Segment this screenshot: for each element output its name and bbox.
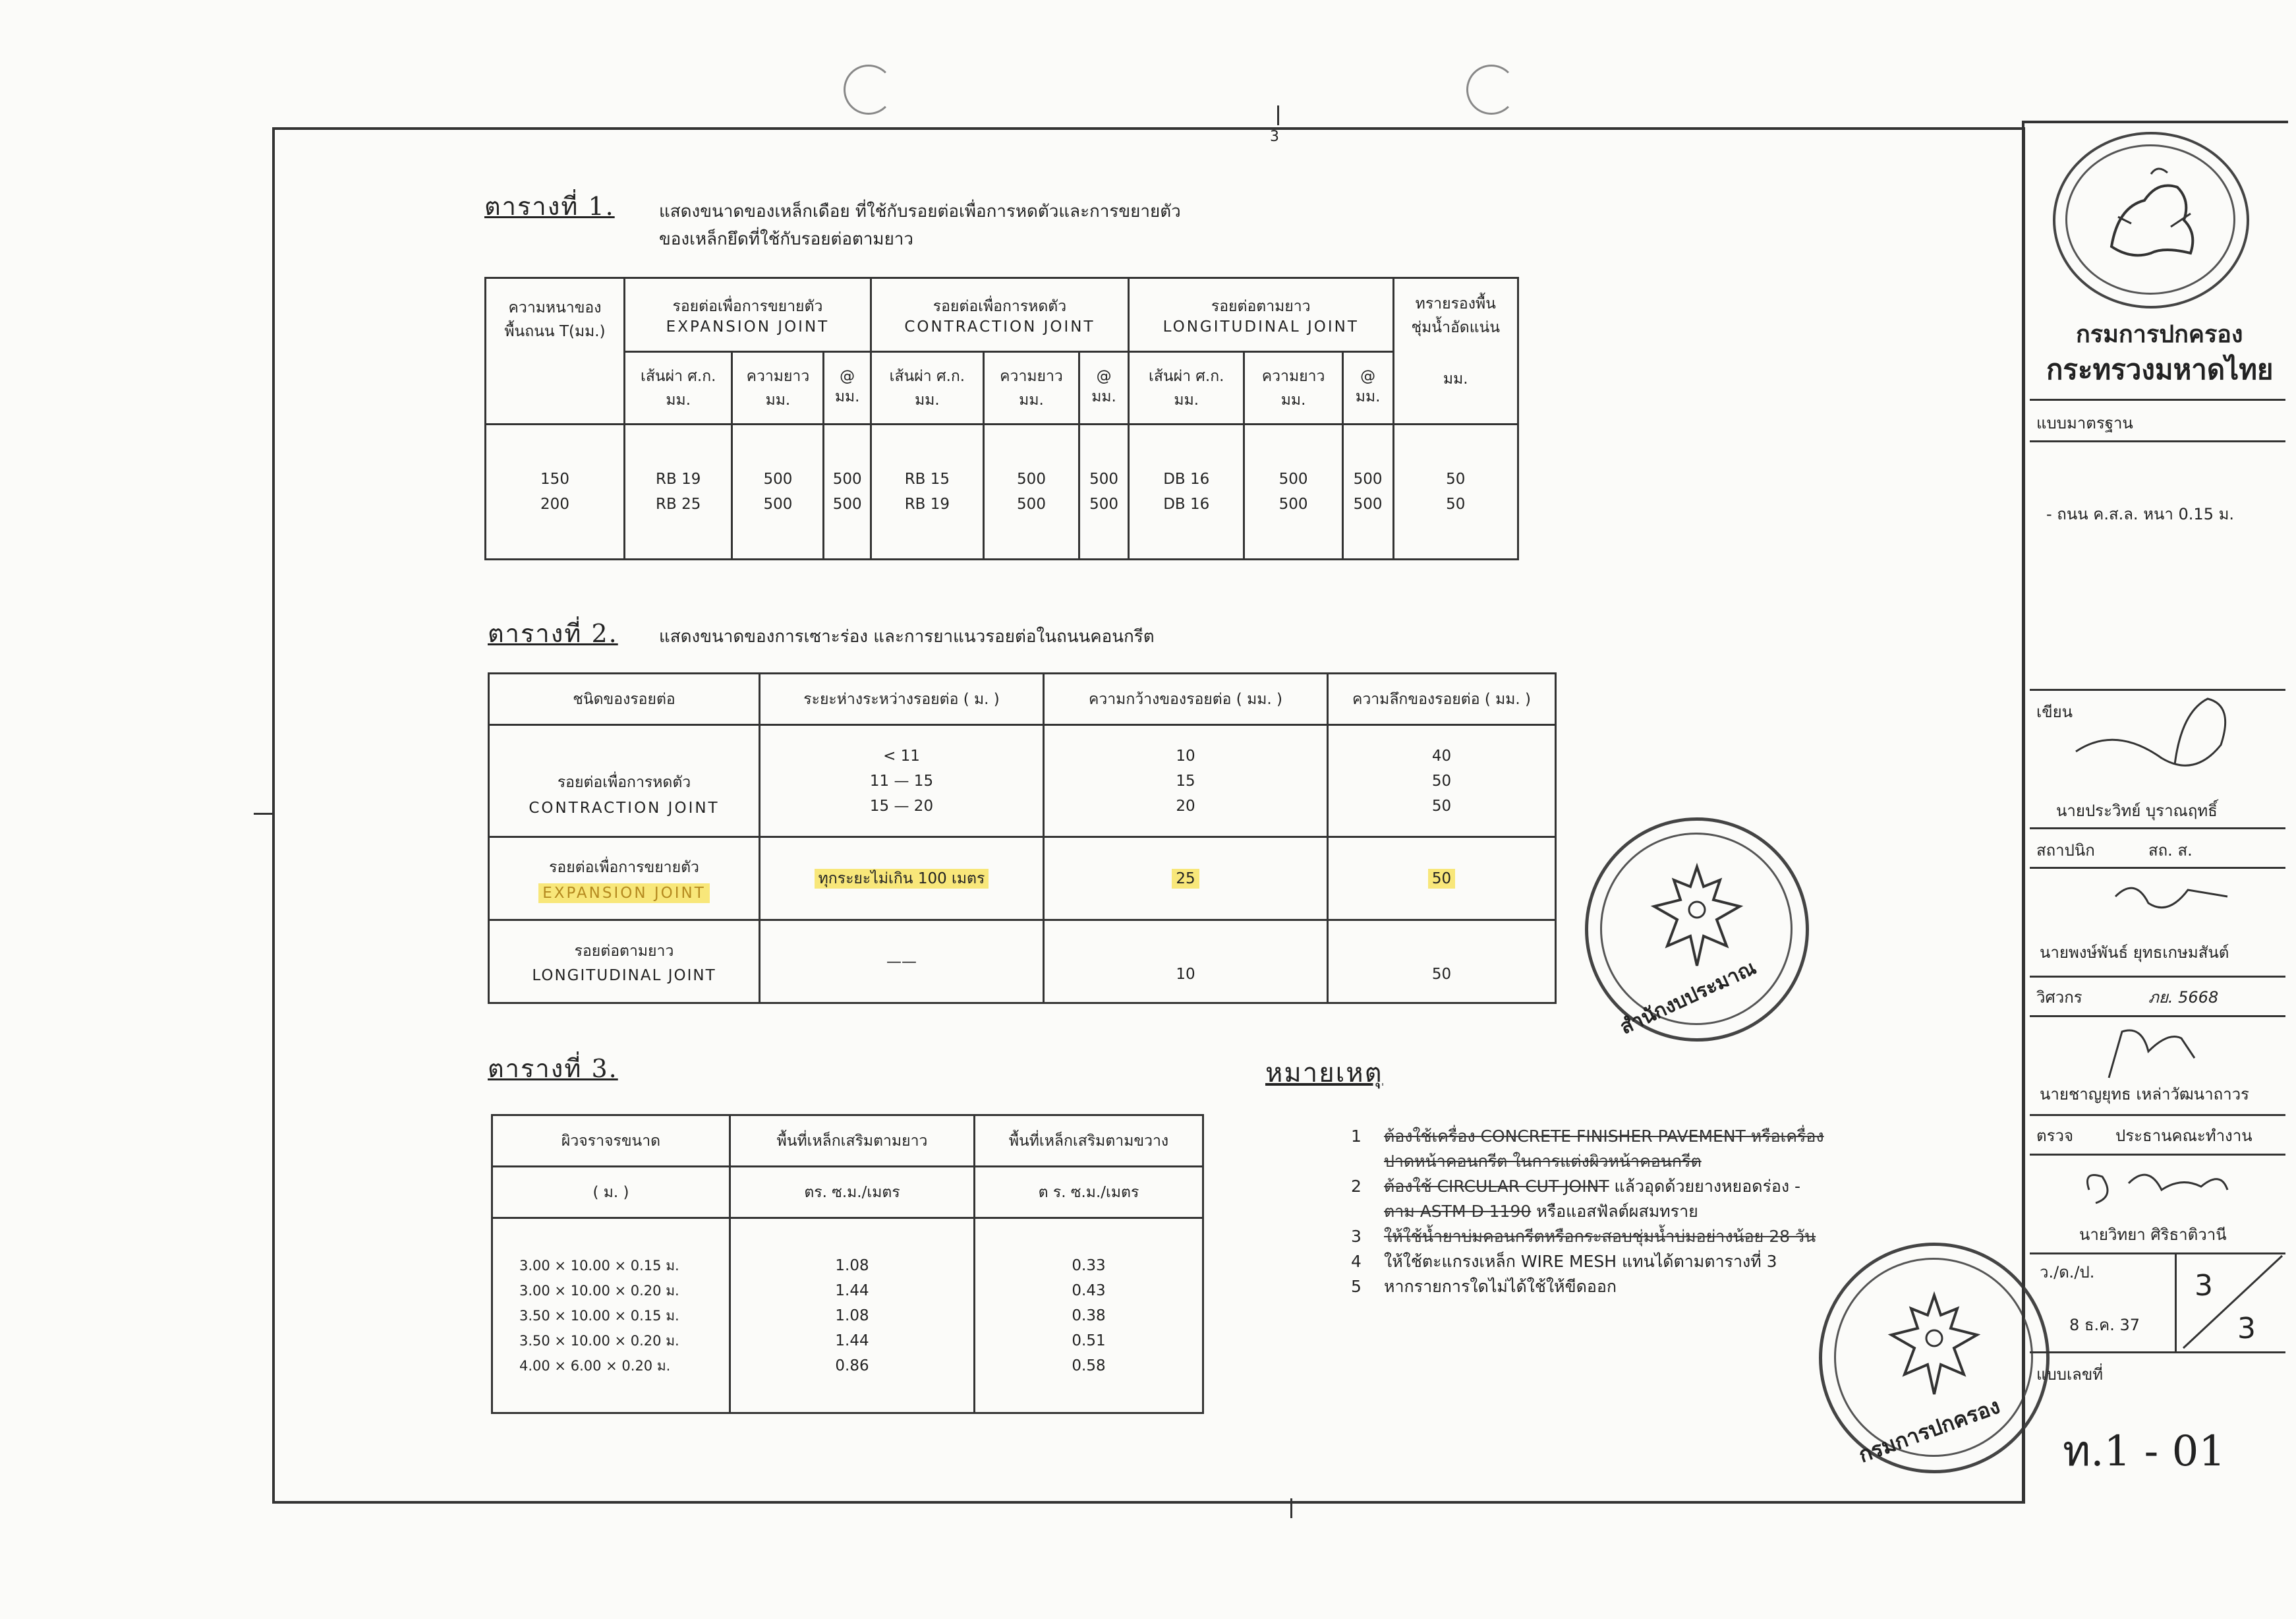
- t1-sub-lon-at: [1342, 352, 1393, 425]
- t1-sub-unit: มม.: [1355, 388, 1381, 405]
- t3-cell: 4.00 × 6.00 × 0.20 ม.: [519, 1357, 671, 1374]
- t3-u-trans: ต ร. ซ.ม./เมตร: [975, 1167, 1203, 1218]
- t3-cell: 1.08: [835, 1307, 869, 1324]
- t3-cell: 0.38: [1072, 1307, 1106, 1324]
- tb-divider: [2030, 1114, 2285, 1116]
- drawn-signature: [2063, 686, 2260, 784]
- note-num: 1: [1351, 1127, 1362, 1146]
- budget-office-stamp: [1585, 817, 1809, 1042]
- check-signature: [2069, 1157, 2241, 1216]
- tb-divider: [2030, 1015, 2285, 1017]
- table2-title: ตารางที่ 2.: [488, 619, 618, 648]
- t2-r1-spacing: [760, 725, 1044, 837]
- t1-exp-len: [732, 425, 824, 560]
- tb-divider: [2030, 867, 2285, 869]
- t2-h-depth: ความลึกของรอยต่อ ( มม. ): [1328, 674, 1556, 725]
- t1-exp-at: [824, 425, 871, 560]
- t2-r2-spacing: ทุกระยะไม่เกิน 100 เมตร: [815, 869, 989, 889]
- t2-r3-width: 10: [1044, 920, 1328, 1003]
- t1-thickness: [486, 425, 625, 560]
- t2-r2-width: 25: [1172, 869, 1199, 889]
- t2-r3-type: [489, 920, 760, 1003]
- t1-h-sand-mm: มม.: [1443, 370, 1468, 388]
- t1-sub-label: @: [1096, 367, 1112, 385]
- t1-h-sand-l1: ทรายรองพื้น: [1415, 295, 1496, 312]
- t1-cell: 50: [1446, 496, 1466, 513]
- t1-cell: 50: [1446, 471, 1466, 488]
- tb-sheet-num: 3: [2195, 1269, 2213, 1303]
- tb-drawing-no: ท.1 - 01: [2063, 1427, 2225, 1476]
- stamp-bottom-text: กรมการปกครอง: [1855, 1393, 2003, 1468]
- t1-cell: 500: [1089, 496, 1119, 513]
- t1-sub-unit: มม.: [1280, 391, 1306, 409]
- t2-cell: 40: [1431, 747, 1452, 765]
- t1-sub-label: @: [1360, 367, 1376, 385]
- t1-sub-unit: มม.: [765, 391, 791, 409]
- t1-sub-exp-dia: [625, 352, 732, 425]
- table1-caption-line2: ของเหล็กยึดที่ใช้กับรอยต่อตามยาว: [659, 229, 914, 249]
- note-2-text-a: ต้องใช้ CIRCULAR CUT JOINT: [1384, 1177, 1609, 1196]
- t1-sub-label: เส้นผ่า ศ.ก.: [640, 367, 716, 385]
- t3-h-long: พื้นที่เหล็กเสริมตามยาว: [730, 1115, 975, 1167]
- table1-caption-line1: แสดงขนาดของเหล็กเดือย ที่ใช้กับรอยต่อเพื่อการหดตัวและการขยายตัว: [659, 202, 1181, 221]
- t2-r3-en: LONGITUDINAL JOINT: [532, 966, 716, 984]
- t1-header-sand: [1393, 278, 1518, 425]
- tb-arch-name: นายพงษ์พันธ์ ยุทธเกษมสันต์: [2040, 943, 2229, 962]
- t1-h-thick-l2: พื้นถนน T(มม.): [504, 323, 606, 340]
- t2-cell: 50: [1431, 772, 1452, 790]
- binder-hole-right: [1466, 65, 1516, 115]
- t3-trans: [975, 1218, 1203, 1413]
- t1-h-lon-th: รอยต่อตามยาว: [1211, 297, 1311, 315]
- t3-long: [730, 1218, 975, 1413]
- note-2-text-a2: แล้วอุดด้วยยางหยอดร่อง -: [1614, 1177, 1801, 1196]
- t1-sub-unit: มม.: [1019, 391, 1044, 409]
- t2-h-spacing: ระยะห่างระหว่างรอยต่อ ( ม. ): [760, 674, 1044, 725]
- t1-h-lon-en: LONGITUDINAL JOINT: [1162, 318, 1359, 336]
- t1-cell: RB 15: [904, 471, 950, 488]
- t2-h-width: ความกว้างของรอยต่อ ( มม. ): [1044, 674, 1328, 725]
- t2-cell: 15: [1176, 772, 1195, 790]
- t2-r2-type: [489, 837, 760, 920]
- t1-sub-unit: มม.: [834, 388, 860, 405]
- tb-divider: [2030, 976, 2285, 978]
- table3-title: ตารางที่ 3.: [488, 1054, 618, 1083]
- tb-divider: [2030, 1154, 2285, 1156]
- t1-header-expansion: [625, 278, 871, 352]
- note-num: 4: [1351, 1252, 1362, 1271]
- t1-cell: 500: [832, 496, 862, 513]
- t2-row-longitudinal: [489, 920, 1556, 1003]
- t2-r3-th: รอยต่อตามยาว: [574, 942, 674, 960]
- page-number: 3: [1270, 129, 1279, 145]
- note-3-line: [1351, 1224, 1824, 1249]
- t3-cell: 1.44: [835, 1332, 869, 1349]
- t2-r1-depth: [1328, 725, 1556, 837]
- top-tick: [1277, 105, 1279, 125]
- tb-dept: กรมการปกครอง: [2076, 321, 2243, 348]
- lion-seal-icon: [2092, 161, 2210, 273]
- t3-cell: 3.50 × 10.00 × 0.15 ม.: [519, 1307, 679, 1324]
- t1-con-len: [983, 425, 1079, 560]
- t1-lon-at: [1342, 425, 1393, 560]
- t2-row-contraction: [489, 725, 1556, 837]
- t1-lon-len: [1244, 425, 1342, 560]
- t1-sub-lon-dia: [1128, 352, 1244, 425]
- note-2-text-b2: หรือแอสฟัลต์ผสมทราย: [1536, 1202, 1698, 1221]
- department-seal: [2053, 132, 2249, 309]
- table1: [484, 277, 1519, 560]
- t1-header-thickness: [486, 278, 625, 425]
- note-4-text: ให้ใช้ตะแกรงเหล็ก WIRE MESH แทนได้ตามตารางที่ 3: [1384, 1252, 1777, 1271]
- t1-sub-label: ความยาว: [1000, 367, 1063, 385]
- t2-cell: 10: [1176, 747, 1195, 765]
- t2-r2-depth-cell: [1328, 837, 1556, 920]
- dept-stamp: [1819, 1243, 2050, 1473]
- note-2-line-b: [1351, 1199, 1824, 1224]
- note-1-text-b: ปาดหน้าคอนกรีต ในการแต่งผิวหน้าคอนกรีต: [1384, 1152, 1702, 1171]
- t1-cell: 500: [763, 471, 793, 488]
- t1-sub-label: ความยาว: [1261, 367, 1325, 385]
- t3-data-row: [492, 1218, 1203, 1413]
- t1-cell: 200: [540, 496, 569, 513]
- tb-divider: [2030, 440, 2285, 442]
- t1-cell: 500: [1278, 496, 1308, 513]
- t2-r2-spacing-cell: [760, 837, 1044, 920]
- t1-h-exp-th: รอยต่อเพื่อการขยายตัว: [672, 297, 823, 315]
- table3: [491, 1114, 1204, 1414]
- t1-exp-dia: [625, 425, 732, 560]
- t1-cell: 150: [540, 471, 569, 488]
- t1-cell: DB 16: [1163, 471, 1210, 488]
- t2-cell: 50: [1431, 797, 1452, 815]
- t1-h-sand-l2: ชุ่มน้ำอัดแน่น: [1411, 319, 1500, 336]
- t2-r2-en: EXPANSION JOINT: [538, 883, 710, 903]
- t1-sub-unit: มม.: [1174, 391, 1199, 409]
- t2-r2-depth: 50: [1428, 869, 1455, 889]
- t1-cell: 500: [1017, 496, 1046, 513]
- t2-r3-spacing: ——: [760, 920, 1044, 1003]
- t2-r1-en: CONTRACTION JOINT: [529, 799, 720, 817]
- t1-cell: RB 19: [904, 496, 950, 513]
- t1-cell: 500: [1353, 496, 1383, 513]
- t3-cell: 0.33: [1072, 1256, 1106, 1274]
- t2-r1-th: รอยต่อเพื่อการหดตัว: [557, 773, 691, 791]
- t3-h-size: ผิวจราจรขนาด: [492, 1115, 730, 1167]
- t2-r1-type: [489, 725, 760, 837]
- t3-cell: 3.00 × 10.00 × 0.15 ม.: [519, 1257, 679, 1274]
- t2-cell: 20: [1176, 797, 1195, 815]
- arch-signature: [2109, 870, 2241, 923]
- t1-cell: 500: [1017, 471, 1046, 488]
- t3-u-long: ตร. ซ.ม./เมตร: [730, 1167, 975, 1218]
- tb-eng-val: ภย. 5668: [2148, 988, 2219, 1007]
- t2-r3-depth: 50: [1328, 920, 1556, 1003]
- garuda-emblem-icon: [1885, 1289, 1984, 1401]
- note-3-text: ให้ใช้น้ำยาบ่มคอนกรีตหรือกระสอบชุ่มน้ำบ่มอย่างน้อย 28 วัน: [1384, 1227, 1816, 1246]
- tb-date-val: 8 ธ.ค. 37: [2069, 1316, 2140, 1334]
- note-num: 5: [1351, 1277, 1362, 1296]
- t1-sub-label: เส้นผ่า ศ.ก.: [1148, 367, 1224, 385]
- t2-cell: 11 — 15: [869, 772, 934, 790]
- tb-eng-name: นายชาญยุทธ เหล่าวัฒนาถาวร: [2040, 1085, 2249, 1104]
- binder-hole-left: [844, 65, 894, 115]
- t3-sizes: [492, 1218, 730, 1413]
- t2-cell: 15 — 20: [869, 797, 934, 815]
- t1-sub-con-dia: [871, 352, 983, 425]
- note-5-line: [1351, 1274, 1824, 1299]
- note-2-line-a: [1351, 1174, 1824, 1199]
- t1-cell: DB 16: [1163, 496, 1210, 513]
- t2-h-type: ชนิดของรอยต่อ: [489, 674, 760, 725]
- t1-sub-con-at: [1079, 352, 1129, 425]
- tb-divider: [2030, 399, 2285, 401]
- tb-sheet-total: 3: [2237, 1312, 2256, 1345]
- t1-sub-label: @: [840, 367, 855, 385]
- t3-cell: 0.58: [1072, 1357, 1106, 1374]
- t1-sub-unit: มม.: [1091, 388, 1116, 405]
- t1-cell: RB 19: [656, 471, 701, 488]
- t3-cell: 1.08: [835, 1256, 869, 1274]
- notes-title: หมายเหตุ: [1265, 1058, 1383, 1088]
- note-1-text-a: ต้องใช้เครื่อง CONCRETE FINISHER PAVEMENT หรือเครื่อง: [1384, 1127, 1824, 1146]
- t2-r2-en-wrap: [492, 885, 756, 902]
- t1-sub-unit: มม.: [666, 391, 691, 409]
- t1-sub-unit: มม.: [915, 391, 940, 409]
- table2-caption: แสดงขนาดของการเซาะร่อง และการยาแนวรอยต่อในถนนคอนกรีต: [659, 627, 1155, 647]
- table2: [488, 672, 1557, 1004]
- t1-sub-con-len: [983, 352, 1079, 425]
- t1-data-row: [486, 425, 1518, 560]
- tb-arch-label: สถาปนิก: [2036, 841, 2095, 860]
- garuda-emblem-icon: [1648, 860, 1746, 972]
- tb-std-desc: - ถนน ค.ส.ล. หนา 0.15 ม.: [2046, 505, 2235, 523]
- t3-h-trans: พื้นที่เหล็กเสริมตามขวาง: [975, 1115, 1203, 1167]
- left-tick: [254, 813, 273, 815]
- t1-con-at: [1079, 425, 1129, 560]
- t1-cell: 500: [832, 471, 862, 488]
- t1-sub-label: เส้นผ่า ศ.ก.: [889, 367, 965, 385]
- t3-cell: 3.00 × 10.00 × 0.20 ม.: [519, 1282, 679, 1299]
- tb-check-label: ตรวจ: [2036, 1127, 2074, 1145]
- t1-h-thick-l1: ความหนาของ: [508, 299, 602, 316]
- t3-cell: 0.86: [835, 1357, 869, 1374]
- sheet-diagonal: [2177, 1252, 2285, 1351]
- tb-drawing-label: แบบเลขที่: [2036, 1365, 2104, 1384]
- tb-ministry: กระทรวงมหาดไทย: [2046, 353, 2274, 386]
- t1-con-dia: [871, 425, 983, 560]
- note-2-text-b: ตาม ASTM D 1190: [1384, 1202, 1532, 1221]
- stamp-center-text: สำนักงบประมาณ: [1617, 956, 1760, 1040]
- t1-cell: 500: [763, 496, 793, 513]
- eng-signature: [2082, 1018, 2214, 1084]
- note-num: 2: [1351, 1177, 1362, 1196]
- t1-h-con-th: รอยต่อเพื่อการหดตัว: [933, 297, 1067, 315]
- t2-r2-th: รอยต่อเพื่อการขยายตัว: [549, 858, 699, 876]
- tb-divider: [2030, 1351, 2285, 1353]
- t3-cell: 0.51: [1072, 1332, 1106, 1349]
- t1-header-contraction: [871, 278, 1128, 352]
- t1-cell: RB 25: [656, 496, 701, 513]
- t1-header-longitudinal: [1128, 278, 1393, 352]
- t1-h-exp-en: EXPANSION JOINT: [666, 318, 830, 336]
- note-1-line-a: [1351, 1124, 1824, 1149]
- note-5-text: หากรายการใดไม่ได้ใช้ให้ขีดออก: [1384, 1277, 1617, 1296]
- t1-sub-exp-len: [732, 352, 824, 425]
- tb-check-val: ประธานคณะทำงาน: [2115, 1127, 2253, 1145]
- tb-drawn-name: นายประวิทย์ บุราณฤทธิ์: [2056, 802, 2218, 820]
- t3-cell: 0.43: [1072, 1281, 1106, 1299]
- t1-sub-exp-at: [824, 352, 871, 425]
- t1-cell: 500: [1353, 471, 1383, 488]
- t1-h-con-en: CONTRACTION JOINT: [904, 318, 1095, 336]
- note-1-line-b: [1351, 1149, 1824, 1174]
- t1-cell: 500: [1278, 471, 1308, 488]
- t1-sub-lon-len: [1244, 352, 1342, 425]
- t3-u-size: ( ม. ): [492, 1167, 730, 1218]
- tb-eng-label: วิศวกร: [2036, 988, 2082, 1007]
- note-4-line: [1351, 1249, 1824, 1274]
- t1-sand: [1393, 425, 1518, 560]
- t3-cell: 1.44: [835, 1281, 869, 1299]
- table1-title: ตารางที่ 1.: [484, 192, 615, 221]
- t1-lon-dia: [1128, 425, 1244, 560]
- tb-divider: [2030, 827, 2285, 829]
- t3-cell: 3.50 × 10.00 × 0.20 ม.: [519, 1332, 679, 1349]
- t1-sub-label: ความยาว: [746, 367, 810, 385]
- note-1: [1351, 1124, 1824, 1299]
- tb-std-label: แบบมาตรฐาน: [2036, 414, 2133, 432]
- t2-row-expansion: [489, 837, 1556, 920]
- note-num: 3: [1351, 1227, 1362, 1246]
- t2-r1-width: [1044, 725, 1328, 837]
- tb-drawn-label: เขียน: [2036, 703, 2073, 721]
- tb-check-name: นายวิทยา ศิริธาติวานี: [2079, 1225, 2227, 1244]
- tb-date-label: ว./ด./ป.: [2040, 1263, 2095, 1281]
- t2-cell: < 11: [883, 747, 920, 765]
- tb-arch-val: สถ. ส.: [2148, 841, 2193, 860]
- t2-r2-width-cell: [1044, 837, 1328, 920]
- t1-cell: 500: [1089, 471, 1119, 488]
